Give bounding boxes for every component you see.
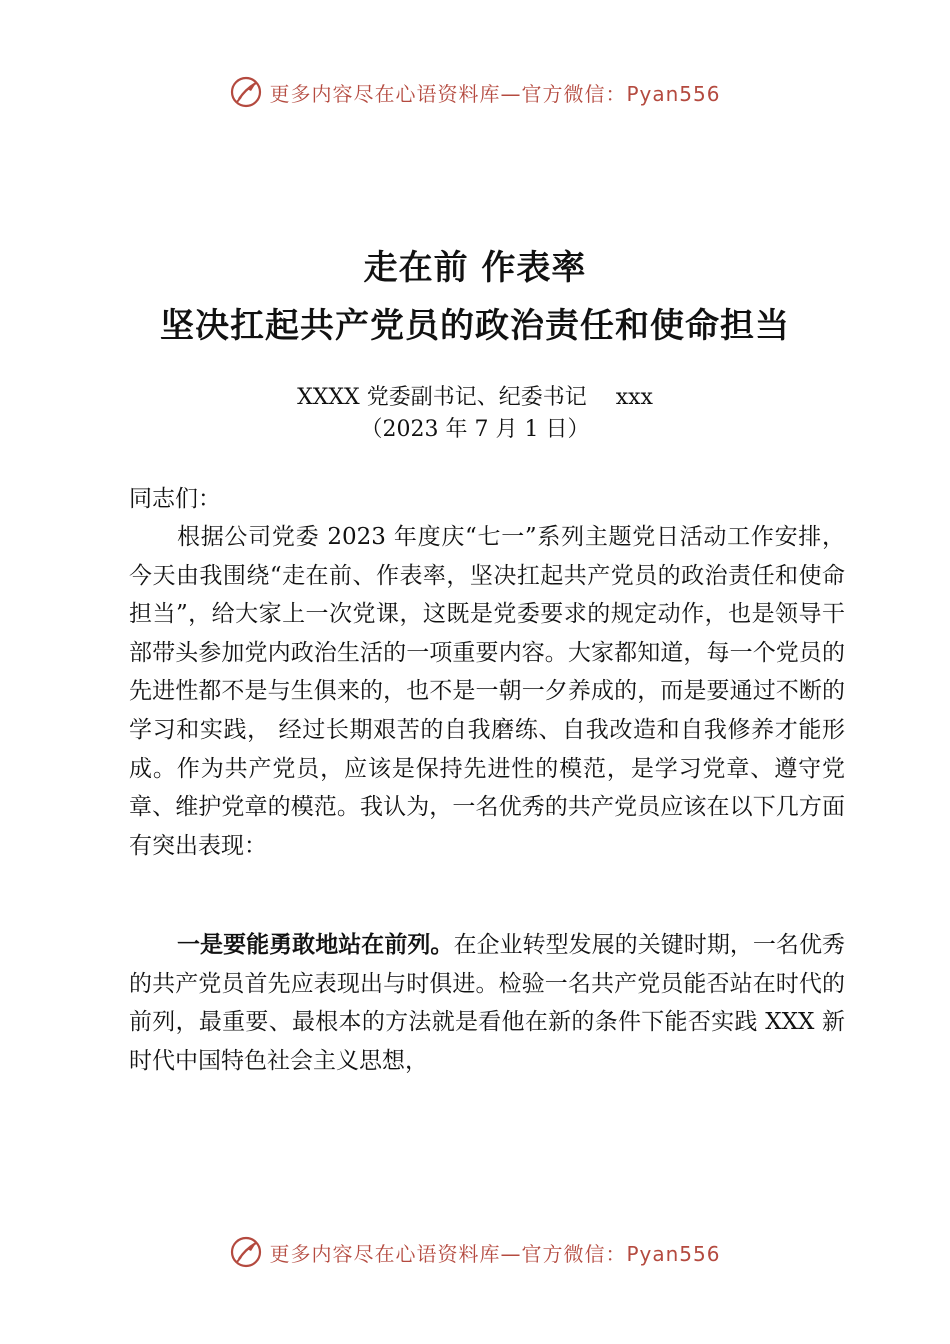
date-line: （2023 年 7 月 1 日） xyxy=(360,417,590,442)
title-line-1: 走在前 作表率 xyxy=(363,248,587,288)
body-paragraph-2 xyxy=(129,926,845,1080)
salutation: 同志们： xyxy=(129,486,221,512)
title-line-2: 坚决扛起共产党员的政治责任和使命担当 xyxy=(160,306,790,346)
quill-logo-icon xyxy=(229,1235,263,1269)
watermark-text: 更多内容尽在心语资料库—官方微信：Pyan556 xyxy=(269,81,721,106)
footer-watermark xyxy=(0,1232,950,1272)
header-watermark xyxy=(0,72,950,112)
body-paragraph-1: 根据公司党委 2023 年度庆“七一”系列主题党日活动工作安排，今天由我围绕“走在前、作表率，坚决扛起共产党员的政治责任和使命担当”，给大家上一次党课，这既是党委要求的规定动作，也是领导干部带头参加党内政治生活的一项重要内容。大家都知道，每一个党员的先进性都不是与生俱来的，也不是一朝一夕养成的，而是要通过不断的学习和实践， 经过长期艰苦的自我磨练、自我改造和自我修养才能形成。作为共产党员，应该是保持先进性的模范，是学习党章、遵守党章、维护党章的模范。我认为，一名优秀的共产党员应该在以下几方面有突出表现： xyxy=(129,524,845,859)
paragraph-2-text: 在企业转型发展的关键时期，一名优秀的共产党员首先应表现出与时俱进。检验一名共产党员能否站在时代的前列，最重要、最根本的方法就是看他在新的条件下能否实践 XXX 新时代中国特色社会主义思想， xyxy=(129,932,846,1074)
watermark-text: 更多内容尽在心语资料库—官方微信：Pyan556 xyxy=(269,1241,721,1266)
author-line: XXXX 党委副书记、纪委书记 xxx xyxy=(297,385,653,410)
paragraph-2-lead: 一是要能勇敢地站在前列。 xyxy=(177,932,454,958)
quill-logo-icon xyxy=(229,75,263,109)
